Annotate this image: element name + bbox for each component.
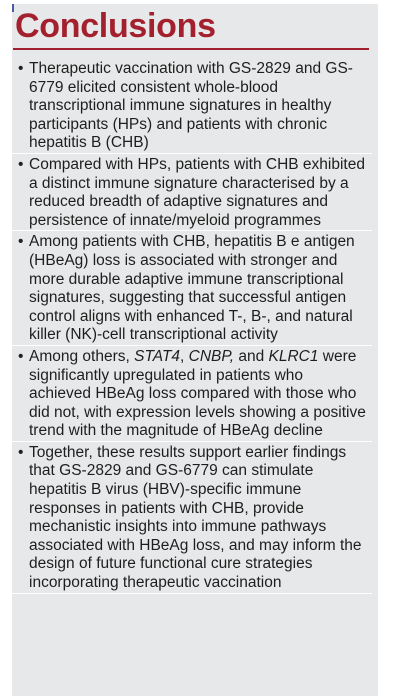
conclusion-text: Compared with HPs, patients with CHB exhibited a distinct immune signature characterised by a reduced breadth of adaptive signatures and persistence of innate/myeloid programmes <box>29 155 365 229</box>
conclusions-list <box>12 60 372 594</box>
text-lead: Among others, <box>29 347 135 365</box>
list-item <box>12 442 372 594</box>
gene-name: STAT4 <box>134 347 181 365</box>
conclusion-text: Among patients with CHB, hepatitis B e antigen (HBeAg) loss is associated with stronger and more durable adaptive immune transcriptional signatures, suggesting that successful antigen control aligns with enhanced T-, B-, and natural killer (NK)-cell transcriptional activity <box>29 233 355 344</box>
conclusion-text <box>29 348 372 441</box>
list-item <box>12 60 372 154</box>
section-heading: Conclusions <box>15 7 216 45</box>
panel-edge-mark <box>12 4 14 12</box>
bullet-icon: • <box>18 443 24 461</box>
list-item <box>12 154 372 231</box>
conclusion-text: Therapeutic vaccination with GS-2829 and GS-6779 elicited consistent whole-blood transcriptional immune signatures in healthy participants (HPs) and patients with chronic hepatitis B (CHB) <box>29 60 353 152</box>
heading-underline <box>13 48 369 50</box>
list-item <box>12 231 372 346</box>
gene-name: CNBP, <box>188 347 235 365</box>
bullet-icon: • <box>18 347 24 365</box>
bullet-icon: • <box>18 233 24 251</box>
text-rest: were significantly upregulated in patients who achieved HBeAg loss compared with those who did not, with expression levels showing a positive trend with the magnitude of HBeAg decline <box>29 347 366 440</box>
gene-name: KLRC1 <box>268 347 319 365</box>
text-separator: and <box>234 347 269 365</box>
text-separator: , <box>180 347 189 365</box>
bullet-icon: • <box>18 155 24 173</box>
list-item <box>12 346 372 442</box>
conclusion-text: Together, these results support earlier findings that GS-2829 and GS-6779 can stimulate hepatitis B virus (HBV)-specific immune responses in patients with CHB, provide mechanistic insights into immune pathways associated with HBeAg loss, and may inform the design of future functional cure strategies incorporating therapeutic vaccination <box>29 443 362 592</box>
bullet-icon: • <box>18 60 24 77</box>
conclusions-panel <box>12 4 378 696</box>
